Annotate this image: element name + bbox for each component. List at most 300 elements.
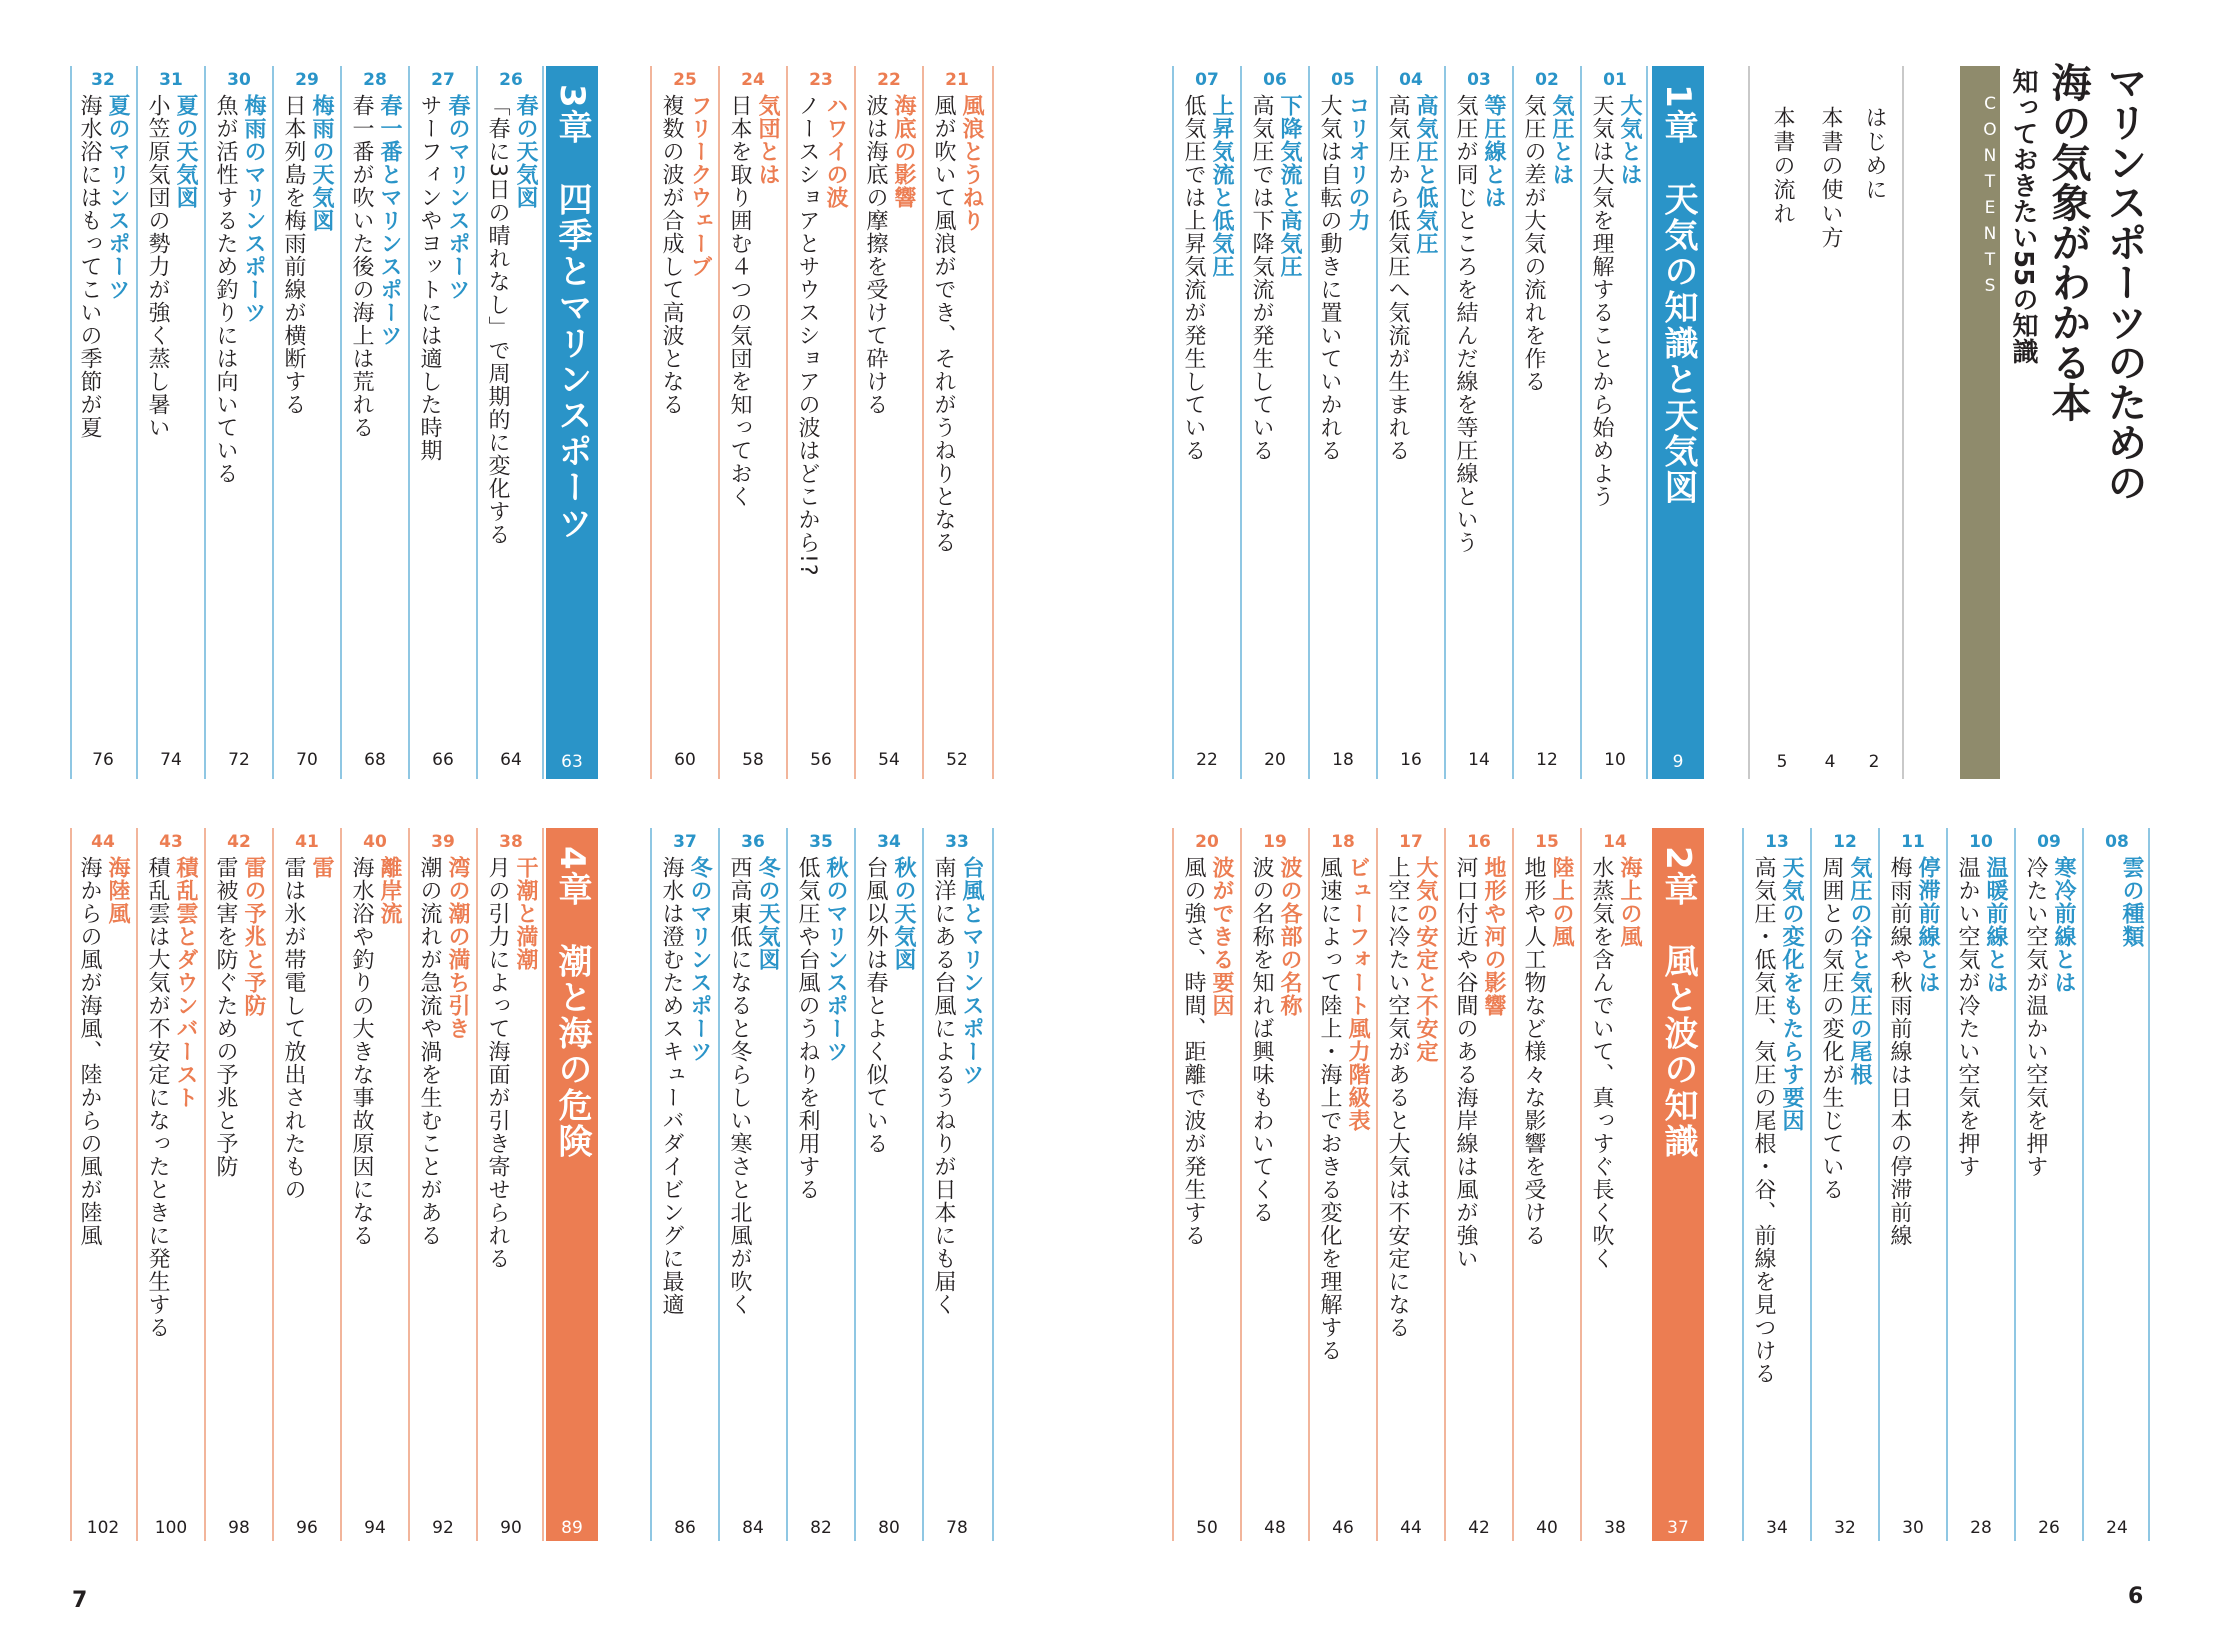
divider [1878, 828, 1880, 1541]
entry-title: 春のマリンスポーツ [445, 94, 470, 301]
entry-title: 海陸風 [105, 856, 130, 925]
entry-number: 35 [809, 832, 833, 852]
divider [204, 828, 206, 1541]
divider [2148, 828, 2150, 1541]
entry-page: 20 [1264, 750, 1286, 770]
page-number-right: 6 [2128, 1584, 2144, 1609]
contents-bar [1960, 66, 2000, 779]
entry-desc: 台風以外は春とよく似ている [863, 856, 888, 1155]
entry-desc: 梅雨前線や秋雨前線は日本の停滞前線 [1887, 856, 1912, 1247]
entry-40[interactable] [344, 832, 406, 1538]
entry-23[interactable] [790, 70, 852, 770]
entry-title: 高気圧と低気圧 [1413, 94, 1438, 255]
entry-title: 梅雨のマリンスポーツ [241, 94, 266, 324]
entry-title: 夏の天気図 [173, 94, 198, 209]
entry-desc: 気圧の差が大気の流れを作る [1521, 94, 1546, 393]
entry-25[interactable] [654, 70, 716, 770]
divider [1810, 828, 1812, 1541]
divider [786, 66, 788, 779]
chapter-title: 4章 潮と海の危険 [552, 846, 592, 1160]
entry-page: 82 [810, 1518, 832, 1538]
entry-page: 86 [674, 1518, 696, 1538]
entry-desc: 西高東低になると冬らしい寒さと北風が吹く [727, 856, 752, 1316]
entry-page: 50 [1196, 1518, 1218, 1538]
entry-desc: 周囲との気圧の変化が生じている [1819, 856, 1844, 1201]
page-number-left: 7 [72, 1588, 88, 1613]
entry-30[interactable] [208, 70, 270, 770]
divider [1580, 828, 1582, 1541]
entry-number: 07 [1195, 70, 1219, 90]
divider [1444, 828, 1446, 1541]
entry-page: 84 [742, 1518, 764, 1538]
entry-43[interactable] [140, 832, 202, 1538]
entry-page: 14 [1468, 750, 1490, 770]
intro-label: 本書の使い方 [1818, 106, 1843, 250]
entry-number: 21 [945, 70, 969, 90]
entry-34[interactable] [858, 832, 920, 1538]
entry-title: 湾の潮の満ち引き [445, 856, 470, 1040]
entry-number: 09 [2037, 832, 2061, 852]
entry-page: 80 [878, 1518, 900, 1538]
entry-page: 32 [1834, 1518, 1856, 1538]
divider [1376, 828, 1378, 1541]
divider [1512, 828, 1514, 1541]
entry-12[interactable] [1814, 832, 1876, 1538]
divider [854, 828, 856, 1541]
book-title-line2: 海の気象がわかる本 [2045, 62, 2091, 422]
entry-38[interactable] [480, 832, 542, 1538]
entry-41[interactable] [276, 832, 338, 1538]
divider [204, 66, 206, 779]
intro-label: 本書の流れ [1770, 106, 1795, 226]
divider [1308, 828, 1310, 1541]
entry-title: 気圧とは [1549, 94, 1574, 186]
entry-number: 44 [91, 832, 115, 852]
entry-title: 停滞前線とは [1915, 856, 1940, 994]
entry-page: 94 [364, 1518, 386, 1538]
entry-desc: 春一番が吹いた後の海上は荒れる [349, 94, 374, 439]
entry-desc: 海水は澄むためスキューバダイビングに最適 [659, 856, 684, 1316]
entry-title: 地形や河の影響 [1481, 856, 1506, 1017]
entry-24[interactable] [722, 70, 784, 770]
chapter-page: 89 [561, 1518, 583, 1538]
divider [1902, 66, 1904, 779]
entry-title: 雷 [309, 856, 334, 879]
entry-desc: 地形や人工物など様々な影響を受ける [1521, 856, 1546, 1247]
entry-number: 43 [159, 832, 183, 852]
entry-desc: 気圧が同じところを結んだ線を等圧線という [1453, 94, 1478, 554]
entry-number: 25 [673, 70, 697, 90]
entry-number: 05 [1331, 70, 1355, 90]
entry-title: 冬のマリンスポーツ [687, 856, 712, 1063]
entry-05[interactable] [1312, 70, 1374, 770]
entry-title: 下降気流と高気圧 [1277, 94, 1302, 278]
entry-10[interactable] [1950, 832, 2012, 1538]
entry-title: 雷の予兆と予防 [241, 856, 266, 1017]
entry-page: 90 [500, 1518, 522, 1538]
divider [2082, 828, 2084, 1541]
entry-page: 22 [1196, 750, 1218, 770]
entry-desc: 魚が活性するため釣りには向いている [213, 94, 238, 485]
divider [718, 828, 720, 1541]
entry-number: 13 [1765, 832, 1789, 852]
entry-number: 23 [809, 70, 833, 90]
entry-title: 気圧の谷と気圧の尾根 [1847, 856, 1872, 1086]
entry-number: 30 [227, 70, 251, 90]
divider [340, 66, 342, 779]
entry-title: 波ができる要因 [1209, 856, 1234, 1017]
entry-19[interactable] [1244, 832, 1306, 1538]
divider [992, 66, 994, 779]
entry-desc: サーフィンやヨットには適した時期 [417, 94, 442, 462]
entry-page: 58 [742, 750, 764, 770]
divider [922, 66, 924, 779]
entry-page: 70 [296, 750, 318, 770]
entry-title: 梅雨の天気図 [309, 94, 334, 232]
entry-page: 30 [1902, 1518, 1924, 1538]
entry-desc: 潮の流れが急流や渦を生むことがある [417, 856, 442, 1247]
entry-number: 18 [1331, 832, 1355, 852]
chapter-3[interactable] [546, 66, 598, 779]
intro-item-flow[interactable] [1760, 66, 1804, 779]
entry-17[interactable] [1380, 832, 1442, 1538]
entry-number: 36 [741, 832, 765, 852]
entry-number: 04 [1399, 70, 1423, 90]
entry-page: 102 [86, 1518, 120, 1538]
divider [992, 828, 994, 1541]
entry-number: 10 [1969, 832, 1993, 852]
entry-21[interactable] [926, 70, 988, 770]
entry-title: 大気とは [1617, 94, 1642, 186]
chapter-title: 2章 風と波の知識 [1658, 846, 1698, 1160]
entry-page: 96 [296, 1518, 318, 1538]
entry-number: 34 [877, 832, 901, 852]
intro-page: 5 [1776, 752, 1788, 772]
entry-number: 32 [91, 70, 115, 90]
entry-desc: 「春に3日の晴れなし」で周期的に変化する [485, 94, 510, 546]
entry-37[interactable] [654, 832, 716, 1538]
entry-number: 33 [945, 832, 969, 852]
divider [272, 828, 274, 1541]
book-subtitle: 知っておきたい55の知識 [2008, 68, 2038, 365]
entry-title: コリオリの力 [1345, 94, 1370, 232]
divider [1512, 66, 1514, 779]
divider [1308, 66, 1310, 779]
divider [1444, 66, 1446, 779]
book-title [2040, 62, 2152, 502]
entry-page: 60 [674, 750, 696, 770]
contents-label: CONTENTS [1980, 94, 2000, 302]
entry-title: 秋の天気図 [891, 856, 916, 971]
entry-01[interactable] [1584, 70, 1646, 770]
chapter-title: 3章 四季とマリンスポーツ [552, 84, 592, 542]
entry-desc: 水蒸気を含んでいて、真っすぐ長く吹く [1589, 856, 1614, 1270]
entry-desc: 雷被害を防ぐための予兆と予防 [213, 856, 238, 1178]
entry-page: 52 [946, 750, 968, 770]
divider [1172, 66, 1174, 779]
entry-page: 68 [364, 750, 386, 770]
entry-page: 10 [1604, 750, 1626, 770]
entry-number: 29 [295, 70, 319, 90]
entry-08[interactable] [2086, 832, 2148, 1538]
entry-title: 夏のマリンスポーツ [105, 94, 130, 301]
entry-desc: 温かい空気が冷たい空気を押す [1955, 856, 1980, 1178]
intro-item-hajimeni[interactable] [1852, 66, 1896, 779]
entry-02[interactable] [1516, 70, 1578, 770]
entry-title: 冬の天気図 [755, 856, 780, 971]
entry-page: 38 [1604, 1518, 1626, 1538]
entry-number: 26 [499, 70, 523, 90]
entry-27[interactable] [412, 70, 474, 770]
divider [1742, 828, 1744, 1541]
entry-title: 大気の安定と不安定 [1413, 856, 1438, 1063]
entry-desc: 海水浴や釣りの大きな事故原因になる [349, 856, 374, 1247]
entry-13[interactable] [1746, 832, 1808, 1538]
entry-desc: 海水浴にはもってこいの季節が夏 [77, 94, 102, 439]
divider [408, 828, 410, 1541]
entry-number: 08 [2105, 832, 2129, 852]
intro-page: 4 [1824, 752, 1836, 772]
entry-title: 秋のマリンスポーツ [823, 856, 848, 1063]
book-title-line1: マリンスポーツのための [2101, 62, 2147, 502]
entry-36[interactable] [722, 832, 784, 1538]
entry-desc: 高気圧から低気圧へ気流が生まれる [1385, 94, 1410, 462]
entry-title: 春一番とマリンスポーツ [377, 94, 402, 347]
divider [542, 66, 544, 779]
entry-number: 06 [1263, 70, 1287, 90]
entry-page: 78 [946, 1518, 968, 1538]
entry-title: 干潮と満潮 [513, 856, 538, 971]
entry-number: 39 [431, 832, 455, 852]
divider [718, 66, 720, 779]
chapter-title: 1章 天気の知識と天気図 [1658, 84, 1698, 506]
intro-label: はじめに [1862, 106, 1887, 202]
entry-29[interactable] [276, 70, 338, 770]
entry-number: 15 [1535, 832, 1559, 852]
entry-title: ハワイの波 [823, 94, 848, 209]
entry-title: 気団とは [755, 94, 780, 186]
intro-item-howto[interactable] [1808, 66, 1852, 779]
entry-desc: 複数の波が合成して高波となる [659, 94, 684, 416]
divider [1748, 66, 1750, 779]
entry-title: 離岸流 [377, 856, 402, 925]
entry-desc: 小笠原気団の勢力が強く蒸し暑い [145, 94, 170, 439]
divider [542, 828, 544, 1541]
entry-number: 27 [431, 70, 455, 90]
divider [476, 66, 478, 779]
entry-page: 48 [1264, 1518, 1286, 1538]
entry-number: 01 [1603, 70, 1627, 90]
divider [1646, 66, 1648, 779]
entry-desc: 低気圧や台風のうねりを利用する [795, 856, 820, 1201]
entry-number: 17 [1399, 832, 1423, 852]
entry-14[interactable] [1584, 832, 1646, 1538]
chapter-page: 9 [1672, 752, 1684, 772]
entry-title: フリークウェーブ [687, 94, 712, 278]
entry-desc: 高気圧・低気圧、気圧の尾根・谷、前線を見つける [1751, 856, 1776, 1385]
divider [408, 66, 410, 779]
entry-page: 92 [432, 1518, 454, 1538]
entry-39[interactable] [412, 832, 474, 1538]
entry-title: 雲の種類 [2119, 856, 2144, 948]
entry-number: 38 [499, 832, 523, 852]
entry-26[interactable] [480, 70, 542, 770]
entry-page: 28 [1970, 1518, 1992, 1538]
entry-number: 37 [673, 832, 697, 852]
entry-title: 寒冷前線とは [2051, 856, 2076, 994]
divider [1240, 828, 1242, 1541]
chapter-page: 37 [1667, 1518, 1689, 1538]
entry-desc: 日本を取り囲む４つの気団を知っておく [727, 94, 752, 508]
entry-desc: 冷たい空気が温かい空気を押す [2023, 856, 2048, 1178]
entry-number: 16 [1467, 832, 1491, 852]
entry-desc: 高気圧では下降気流が発生している [1249, 94, 1274, 462]
entry-number: 28 [363, 70, 387, 90]
divider [650, 828, 652, 1541]
entry-desc: 波は海底の摩擦を受けて砕ける [863, 94, 888, 416]
entry-number: 12 [1833, 832, 1857, 852]
entry-page: 44 [1400, 1518, 1422, 1538]
entry-title: 春の天気図 [513, 94, 538, 209]
entry-44[interactable] [72, 832, 134, 1538]
entry-title: 台風とマリンスポーツ [959, 856, 984, 1086]
divider [1946, 828, 1948, 1541]
entry-number: 42 [227, 832, 251, 852]
entry-15[interactable] [1516, 832, 1578, 1538]
entry-desc: 風が吹いて風浪ができ、それがうねりとなる [931, 94, 956, 554]
entry-06[interactable] [1244, 70, 1306, 770]
chapter-2[interactable] [1652, 828, 1704, 1541]
divider [922, 828, 924, 1541]
entry-28[interactable] [344, 70, 406, 770]
entry-desc: 海からの風が海風、陸からの風が陸風 [77, 856, 102, 1247]
entry-22[interactable] [858, 70, 920, 770]
entry-page: 64 [500, 750, 522, 770]
entry-page: 34 [1766, 1518, 1788, 1538]
entry-title: 等圧線とは [1481, 94, 1506, 209]
entry-desc: 風の強さ、時間、距離で波が発生する [1181, 856, 1206, 1247]
entry-31[interactable] [140, 70, 202, 770]
entry-page: 18 [1332, 750, 1354, 770]
entry-desc: 風速によって陸上・海上でおきる変化を理解する [1317, 856, 1342, 1362]
entry-number: 11 [1901, 832, 1925, 852]
entry-desc: 雷は氷が帯電して放出されたもの [281, 856, 306, 1201]
entry-page: 76 [92, 750, 114, 770]
entry-title: 積乱雲とダウンバースト [173, 856, 198, 1109]
entry-number: 41 [295, 832, 319, 852]
entry-desc: 上空に冷たい空気があると大気は不安定になる [1385, 856, 1410, 1339]
divider [340, 828, 342, 1541]
entry-page: 42 [1468, 1518, 1490, 1538]
divider [476, 828, 478, 1541]
entry-title: 陸上の風 [1549, 856, 1574, 948]
entry-page: 24 [2106, 1518, 2128, 1538]
entry-03[interactable] [1448, 70, 1510, 770]
divider [272, 66, 274, 779]
entry-title: ビューフォート風力階級表 [1345, 856, 1370, 1132]
divider [786, 828, 788, 1541]
entry-page: 54 [878, 750, 900, 770]
entry-page: 98 [228, 1518, 250, 1538]
divider [650, 66, 652, 779]
divider [1580, 66, 1582, 779]
chapter-1[interactable] [1652, 66, 1704, 779]
entry-title: 温暖前線とは [1983, 856, 2008, 994]
entry-11[interactable] [1882, 832, 1944, 1538]
divider [1376, 66, 1378, 779]
entry-desc: 積乱雲は大気が不安定になったときに発生する [145, 856, 170, 1339]
entry-desc: 天気は大気を理解することから始めよう [1589, 94, 1614, 508]
entry-desc: 大気は自転の動きに置いていかれる [1317, 94, 1342, 462]
entry-42[interactable] [208, 832, 270, 1538]
entry-number: 02 [1535, 70, 1559, 90]
entry-title: 風浪とうねり [959, 94, 984, 232]
entry-33[interactable] [926, 832, 988, 1538]
entry-desc: ノースショアとサウスショアの波はどこから!? [795, 94, 820, 577]
entry-page: 26 [2038, 1518, 2060, 1538]
entry-page: 56 [810, 750, 832, 770]
entry-desc: 波の名称を知れば興味もわいてくる [1249, 856, 1274, 1224]
entry-title: 海底の影響 [891, 94, 916, 209]
divider [2014, 828, 2016, 1541]
entry-number: 40 [363, 832, 387, 852]
entry-number: 24 [741, 70, 765, 90]
entry-desc: 日本列島を梅雨前線が横断する [281, 94, 306, 416]
entry-page: 12 [1536, 750, 1558, 770]
entry-04[interactable] [1380, 70, 1442, 770]
chapter-4[interactable] [546, 828, 598, 1541]
entry-desc: 河口付近や谷間のある海岸線は風が強い [1453, 856, 1478, 1270]
entry-title: 海上の風 [1617, 856, 1642, 948]
divider [136, 828, 138, 1541]
entry-32[interactable] [72, 70, 134, 770]
entry-desc: 南洋にある台風によるうねりが日本にも届く [931, 856, 956, 1316]
entry-number: 19 [1263, 832, 1287, 852]
entry-16[interactable] [1448, 832, 1510, 1538]
entry-20[interactable] [1176, 832, 1238, 1538]
divider [70, 66, 72, 779]
entry-desc: 月の引力によって海面が引き寄せられる [485, 856, 510, 1270]
divider [1172, 828, 1174, 1541]
intro-page: 2 [1868, 752, 1880, 772]
entry-07[interactable] [1176, 70, 1238, 770]
divider [854, 66, 856, 779]
entry-page: 46 [1332, 1518, 1354, 1538]
entry-desc: 低気圧では上昇気流が発生している [1181, 94, 1206, 462]
entry-page: 72 [228, 750, 250, 770]
entry-number: 22 [877, 70, 901, 90]
entry-18[interactable] [1312, 832, 1374, 1538]
entry-page: 40 [1536, 1518, 1558, 1538]
entry-page: 16 [1400, 750, 1422, 770]
entry-35[interactable] [790, 832, 852, 1538]
entry-title: 上昇気流と低気圧 [1209, 94, 1234, 278]
entry-number: 20 [1195, 832, 1219, 852]
entry-page: 74 [160, 750, 182, 770]
divider [136, 66, 138, 779]
chapter-page: 63 [561, 752, 583, 772]
entry-number: 03 [1467, 70, 1491, 90]
entry-page: 100 [154, 1518, 188, 1538]
entry-number: 31 [159, 70, 183, 90]
entry-title: 天気の変化をもたらす要因 [1779, 856, 1804, 1132]
entry-page: 66 [432, 750, 454, 770]
divider [70, 828, 72, 1541]
divider [1240, 66, 1242, 779]
entry-number: 14 [1603, 832, 1627, 852]
entry-title: 波の各部の名称 [1277, 856, 1302, 1017]
entry-09[interactable] [2018, 832, 2080, 1538]
